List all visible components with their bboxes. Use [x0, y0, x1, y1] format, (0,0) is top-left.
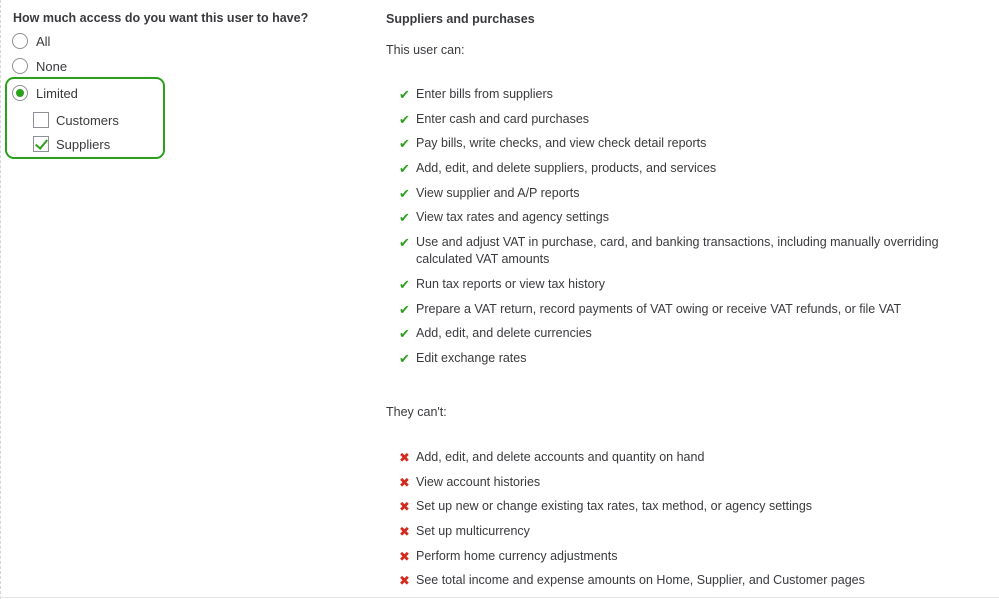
permission-item: [399, 234, 989, 268]
permission-text: Use and adjust VAT in purchase, card, and banking transactions, including manually overriding calculated VAT amounts: [416, 235, 939, 267]
checkbox-customers[interactable]: [33, 110, 119, 130]
permission-item: [399, 135, 989, 152]
permission-text: Pay bills, write checks, and view check detail reports: [416, 136, 707, 151]
check-icon: ✔: [399, 87, 410, 102]
radio-limited-control[interactable]: [12, 85, 28, 101]
radio-all-control[interactable]: [12, 33, 28, 49]
check-icon: ✔: [399, 136, 410, 152]
permission-item: [399, 548, 989, 565]
permission-text: Add, edit, and delete currencies: [416, 326, 592, 341]
check-icon: ✔: [399, 210, 410, 226]
radio-all[interactable]: [12, 31, 50, 51]
permission-item: [399, 301, 989, 318]
permission-item: [399, 523, 989, 540]
permission-text: See total income and expense amounts on Home, Supplier, and Customer pages: [416, 573, 865, 588]
cross-icon: ✖: [399, 474, 410, 490]
access-question: How much access do you want this user to have?: [13, 11, 309, 25]
permission-text: View supplier and A/P reports: [416, 185, 580, 200]
radio-none-label: None: [36, 58, 68, 74]
permission-item: [399, 111, 989, 128]
section-title: Suppliers and purchases: [386, 12, 535, 26]
radio-none-control[interactable]: [12, 58, 28, 74]
check-icon: ✔: [399, 326, 410, 342]
check-icon: ✔: [399, 301, 410, 317]
permission-item: [399, 276, 989, 293]
cross-icon: ✖: [399, 524, 410, 540]
permission-item: [399, 185, 989, 202]
check-icon: ✔: [399, 350, 410, 366]
permission-text: View tax rates and agency settings: [416, 210, 609, 225]
permission-text: Enter bills from suppliers: [416, 87, 553, 101]
cross-icon: ✖: [399, 573, 410, 589]
permission-text: Prepare a VAT return, record payments of VAT owing or receive VAT refunds, or file VAT: [416, 301, 902, 316]
permission-text: Add, edit, and delete accounts and quantity on hand: [416, 450, 705, 464]
permission-item: [399, 572, 989, 589]
cant-label: They can't:: [386, 405, 447, 419]
check-icon: ✔: [399, 161, 410, 177]
check-icon: ✔: [399, 235, 410, 251]
can-list: [399, 86, 989, 375]
permission-text: Add, edit, and delete suppliers, products, and services: [416, 161, 717, 176]
permission-text: View account histories: [416, 474, 541, 489]
cross-icon: ✖: [399, 548, 410, 564]
checkbox-suppliers-control[interactable]: [33, 136, 49, 152]
checkbox-customers-control[interactable]: [33, 112, 49, 128]
check-icon: ✔: [399, 276, 410, 292]
permission-item: [399, 86, 989, 103]
permission-text: Perform home currency adjustments: [416, 548, 618, 563]
radio-none[interactable]: [12, 56, 67, 76]
permission-item: [399, 449, 989, 466]
check-icon: ✔: [399, 111, 410, 127]
radio-limited[interactable]: [12, 83, 78, 103]
permission-item: [399, 498, 989, 515]
check-icon: ✔: [399, 185, 410, 201]
permission-text: Enter cash and card purchases: [416, 111, 590, 126]
permission-item: [399, 209, 989, 226]
radio-all-label: All: [36, 33, 51, 49]
permission-text: Run tax reports or view tax history: [416, 276, 605, 291]
can-label: This user can:: [386, 43, 465, 57]
checkbox-suppliers[interactable]: [33, 134, 110, 154]
cross-icon: ✖: [399, 499, 410, 515]
cross-icon: ✖: [399, 450, 410, 465]
permission-item: [399, 474, 989, 491]
permission-item: [399, 160, 989, 177]
left-dashed-border: [0, 0, 2, 599]
permission-text: Set up multicurrency: [416, 524, 530, 539]
radio-limited-label: Limited: [36, 85, 78, 101]
permission-item: [399, 350, 989, 367]
checkbox-suppliers-label: Suppliers: [56, 136, 111, 152]
checkbox-customers-label: Customers: [56, 112, 119, 128]
permission-text: Set up new or change existing tax rates, tax method, or agency settings: [416, 499, 813, 514]
cant-list: [399, 449, 989, 597]
permission-item: [399, 325, 989, 342]
permission-text: Edit exchange rates: [416, 350, 527, 365]
